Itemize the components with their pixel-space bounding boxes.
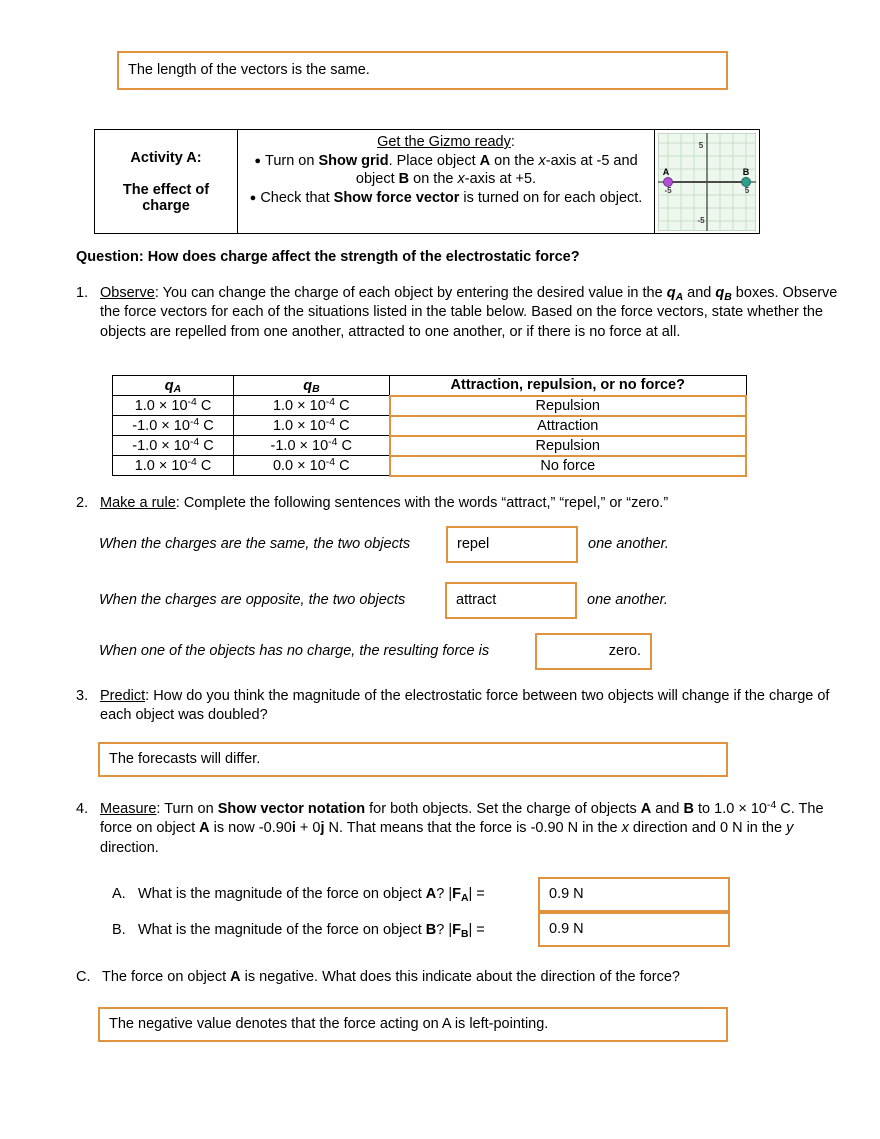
charge-table	[112, 375, 747, 477]
sentence-2-answer-box[interactable]	[445, 582, 577, 619]
item-4-i-hat: i	[291, 820, 296, 837]
cell-qb	[234, 436, 390, 456]
item-1-number: 1.	[76, 285, 89, 301]
header-qb	[234, 376, 390, 396]
activity-subtitle-line2: charge	[142, 197, 190, 214]
item-2-number: 2.	[76, 495, 89, 511]
charge-table-header-row	[113, 376, 747, 396]
header-qa	[113, 376, 234, 396]
table-row	[113, 436, 747, 456]
item-4-y-axis: y	[786, 820, 794, 837]
item-3-answer-box[interactable]	[98, 742, 728, 777]
cell-qa-exponent: -4	[189, 436, 200, 448]
item-1-qb: q	[715, 285, 725, 301]
bullet-1-text: Turn on Show grid. Place object A on the x-axis at -5 and object B on the x-axis at +5.	[265, 152, 638, 188]
measure-a-force-symbol: F	[452, 886, 461, 902]
cell-qa-exponent: -4	[187, 456, 197, 468]
header-qa-symbol: q	[164, 377, 174, 394]
cell-qa	[113, 396, 234, 416]
cell-qb-unit: C	[335, 397, 350, 414]
measure-b-letter: B.	[112, 922, 126, 938]
item-4-exponent: -4	[766, 800, 777, 812]
item-1-before: : You can change the charge of each object by entering the desired value in the	[154, 285, 667, 301]
item-4-j-hat: j	[320, 820, 325, 837]
activity-title-cell	[95, 130, 238, 233]
cell-qa-unit: C	[196, 457, 212, 474]
svg-text:A: A	[662, 166, 670, 177]
cell-qa-mantissa: -1.0 × 10	[132, 417, 190, 434]
header-qb-symbol: q	[303, 377, 313, 394]
item-1-qa-sub: A	[675, 291, 684, 303]
cell-qb-unit: C	[335, 457, 350, 474]
measure-c-before: The force on object	[102, 969, 231, 985]
activity-bullet-1	[244, 152, 648, 189]
item-4-p1g: + 0	[295, 820, 321, 837]
sentence-2-before: When the charges are opposite, the two objects	[99, 592, 406, 608]
item-1-qb-sub: B	[724, 291, 732, 303]
item-4-p1h: N. That means that the force is -0.90 N in the	[324, 820, 622, 837]
measure-b-text	[138, 922, 485, 938]
cell-result-answer[interactable]: Attraction	[390, 416, 747, 436]
measure-row-c	[76, 969, 680, 985]
table-row	[113, 456, 747, 476]
gizmo-ready-label: Get the Gizmo ready	[377, 134, 511, 150]
cell-qb-unit: C	[337, 437, 352, 454]
cell-qb-mantissa: -1.0 × 10	[270, 437, 329, 454]
item-4-p1l: direction.	[100, 839, 159, 856]
measure-b-equals: | =	[468, 922, 485, 938]
cell-qa-mantissa: 1.0 × 10	[134, 397, 188, 414]
item-1-after: boxes. Observe the force vectors for each of the situations listed in the table below. Based on the force vectors, state whether the objects are repelled from one another, attracted to one another, or if there is no force at all.	[100, 285, 838, 340]
measure-a-tail: ? |	[436, 886, 453, 902]
measure-a-answer-box[interactable]	[538, 877, 730, 912]
item-4-object-b: B	[683, 801, 694, 817]
top-answer-box[interactable]	[117, 51, 728, 90]
cell-qa-exponent: -4	[187, 396, 197, 408]
header-result: Attraction, repulsion, or no force?	[390, 376, 747, 396]
item-4-p1f: is now -0.90	[209, 820, 292, 837]
cell-qb-unit: C	[335, 417, 350, 434]
activity-bullet-list	[244, 152, 648, 208]
item-2-body: : Complete the following sentences with the words “attract,” “repel,” or “zero.”	[175, 495, 669, 511]
measure-b-answer-box[interactable]	[538, 912, 730, 947]
cell-qb-exponent: -4	[328, 436, 338, 448]
sentence-1-before: When the charges are the same, the two objects	[99, 536, 411, 552]
item-3-number: 3.	[76, 688, 89, 704]
cell-qb	[234, 396, 390, 416]
measure-a-text	[138, 886, 485, 902]
item-4-p1a: : Turn on	[156, 801, 218, 817]
measure-a-question: What is the magnitude of the force on object	[138, 886, 426, 902]
item-2-label: Make a rule	[100, 495, 176, 511]
measure-c-answer: The negative value denotes that the force acting on A is left-pointing.	[109, 1015, 549, 1032]
cell-result-answer[interactable]: Repulsion	[390, 436, 747, 456]
gizmo-ready-heading	[377, 134, 515, 150]
cell-result-answer[interactable]: Repulsion	[390, 396, 747, 416]
measure-c-answer-box[interactable]	[98, 1007, 728, 1042]
bullet-dot-icon: ●	[254, 154, 261, 167]
page-question-title: Question: How does charge affect the strength of the electrostatic force?	[76, 249, 580, 265]
item-4-object-a2: A	[199, 820, 210, 837]
item-2	[76, 494, 848, 513]
item-4-x-axis: x	[621, 820, 629, 837]
cell-qa	[113, 416, 234, 436]
table-row	[113, 396, 747, 416]
cell-qb-exponent: -4	[325, 456, 336, 468]
header-qb-subscript: B	[312, 384, 320, 396]
svg-text:B: B	[742, 166, 750, 177]
measure-c-object: A	[230, 969, 241, 985]
item-1-text	[100, 284, 848, 342]
measure-a-letter: A.	[112, 886, 126, 902]
cell-qa-exponent: -4	[189, 416, 200, 428]
cell-qb-mantissa: 1.0 × 10	[272, 417, 326, 434]
item-4-bold-setting: Show vector notation	[217, 801, 366, 817]
measure-b-answer: 0.9 N	[549, 920, 584, 937]
item-2-text	[100, 494, 848, 513]
measure-c-text	[102, 969, 680, 985]
item-3-answer: The forecasts will differ.	[109, 750, 261, 767]
measure-a-force-subscript: A	[460, 892, 469, 904]
item-4-p1k: direction and 0 N in the	[628, 820, 787, 837]
activity-subtitle	[123, 182, 209, 214]
item-3-label: Predict	[100, 688, 146, 704]
item-4-label: Measure	[100, 801, 157, 817]
sentence-1-after: one another.	[588, 536, 669, 552]
sentence-1-answer: repel	[457, 535, 490, 552]
sentence-2-answer: attract	[456, 591, 497, 608]
activity-header-table	[94, 129, 760, 234]
cell-qa-unit: C	[196, 397, 212, 414]
activity-bullet-2	[244, 189, 648, 208]
bullet-2-text: Check that Show force vector is turned on for each object.	[260, 189, 643, 206]
measure-b-force-symbol: F	[452, 922, 461, 938]
top-answer-text: The length of the vectors is the same.	[128, 61, 370, 78]
cell-qb	[234, 456, 390, 476]
sentence-1-answer-box[interactable]	[446, 526, 578, 563]
item-4-object-a: A	[640, 801, 652, 817]
measure-c-after: is negative. What does this indicate about the direction of the force?	[240, 969, 680, 985]
item-4-text	[100, 800, 848, 858]
item-4-number: 4.	[76, 801, 89, 817]
measure-b-tail: ? |	[436, 922, 453, 938]
cell-qa-unit: C	[199, 437, 214, 454]
sentence-3-answer: zero.	[608, 642, 641, 659]
activity-instructions-cell	[238, 130, 655, 233]
header-qa-subscript: A	[173, 384, 182, 396]
cell-qb	[234, 416, 390, 436]
gizmo-grid-thumbnail	[658, 133, 756, 231]
bullet-dot-icon: ●	[249, 191, 257, 204]
item-4	[76, 800, 848, 858]
item-4-p1b: for both objects. Set the charge of objects	[365, 801, 641, 817]
item-1-label: Observe	[100, 285, 155, 301]
svg-text:5: 5	[744, 185, 750, 195]
item-4-p1c: and	[651, 801, 684, 817]
cell-qb-mantissa: 0.0 × 10	[272, 457, 326, 474]
cell-qa	[113, 436, 234, 456]
item-1	[76, 284, 848, 342]
item-3-text	[100, 687, 848, 726]
svg-text:5: 5	[698, 140, 704, 150]
cell-qb-exponent: -4	[325, 396, 336, 408]
cell-qa-unit: C	[199, 417, 214, 434]
gizmo-ready-colon: :	[510, 134, 515, 150]
cell-qb-exponent: -4	[325, 416, 336, 428]
measure-a-answer: 0.9 N	[549, 885, 584, 902]
cell-qa	[113, 456, 234, 476]
item-4-p1d: to 1.0 × 10	[694, 801, 767, 817]
sentence-2-after: one another.	[587, 592, 668, 608]
measure-row-a	[112, 886, 485, 902]
measure-row-b	[112, 922, 485, 938]
item-3	[76, 687, 848, 726]
measure-a-equals: | =	[468, 886, 485, 902]
cell-result-answer[interactable]: No force	[390, 456, 747, 476]
svg-text:-5: -5	[664, 185, 672, 195]
svg-text:-5: -5	[697, 215, 705, 225]
cell-qa-mantissa: -1.0 × 10	[132, 437, 190, 454]
item-1-qa: q	[666, 285, 676, 301]
item-1-mid: and	[683, 285, 716, 301]
cell-qb-mantissa: 1.0 × 10	[272, 397, 326, 414]
measure-b-force-subscript: B	[460, 928, 469, 940]
activity-subtitle-line1: The effect of	[122, 181, 210, 198]
item-4-p1e: C. The force on object	[100, 801, 824, 837]
table-row	[113, 416, 747, 436]
measure-b-object: B	[425, 922, 437, 938]
item-3-body: : How do you think the magnitude of the electrostatic force between two objects will change if the charge of each object was doubled?	[100, 688, 830, 724]
measure-a-object: A	[425, 886, 437, 902]
sentence-3-answer-box[interactable]	[535, 633, 652, 670]
cell-qa-mantissa: 1.0 × 10	[134, 457, 188, 474]
activity-title: Activity A:	[130, 149, 202, 166]
measure-c-letter: C.	[76, 969, 91, 985]
gizmo-thumbnail-cell	[655, 130, 759, 233]
sentence-3-before: When one of the objects has no charge, the resulting force is	[99, 643, 490, 659]
measure-b-question: What is the magnitude of the force on object	[138, 922, 426, 938]
